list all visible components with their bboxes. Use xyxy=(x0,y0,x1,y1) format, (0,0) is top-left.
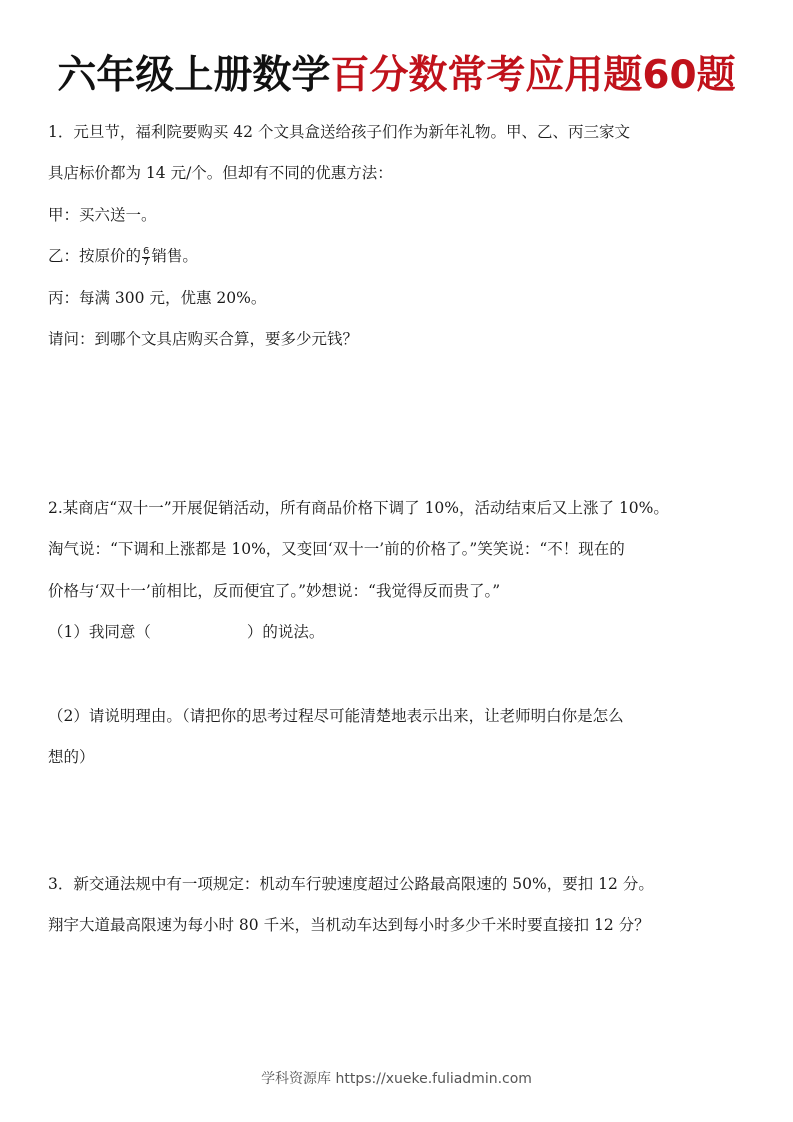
fraction-numerator: 6 xyxy=(143,245,150,257)
fraction-denominator: 7 xyxy=(143,256,150,268)
fraction xyxy=(142,247,150,268)
page-title xyxy=(0,48,793,104)
q2-line-1: 2.某商店“双十一”开展促销活动，所有商品价格下调了 10%，活动结束后又上涨了 10%。 xyxy=(48,499,669,517)
q1-option-jia: 甲：买六送一。 xyxy=(48,206,157,224)
q3-line-2: 翔宇大道最高限速为每小时 80 千米，当机动车达到每小时多少千米时要直接扣 12 分？ xyxy=(48,916,650,934)
q2-line-3: 价格与‘双十一’前相比，反而便宜了。”妙想说：“我觉得反而贵了。” xyxy=(48,582,501,600)
q1-line-1: 1．元旦节，福利院要购买 42 个文具盒送给孩子们作为新年礼物。甲、乙、丙三家文 xyxy=(48,123,630,141)
q1-option-yi-post: 销售。 xyxy=(151,247,198,265)
q2-sub-1-post: ）的说法。 xyxy=(246,623,325,641)
q1-line-2: 具店标价都为 14 元/个。但却有不同的优惠方法： xyxy=(48,164,393,182)
title-highlight: 百分数常考应用题60题 xyxy=(330,53,736,98)
q1-option-yi-pre: 乙：按原价的 xyxy=(48,247,142,265)
q1-option-yi xyxy=(48,244,748,268)
q3-line-1: 3．新交通法规中有一项规定：机动车行驶速度超过公路最高限速的 50%，要扣 12 分。 xyxy=(48,875,654,893)
footer-source: 学科资源库 https://xueke.fuliadmin.com xyxy=(261,1071,532,1087)
q2-sub-2-line-2: 想的） xyxy=(48,748,95,766)
q2-line-2: 淘气说：“下调和上涨都是 10%，又变回‘双十一’前的价格了。”笑笑说：“不！现在的 xyxy=(48,540,625,558)
q2-sub-1 xyxy=(48,620,748,644)
q1-option-bing: 丙：每满 300 元，优惠 20%。 xyxy=(48,289,267,307)
q1-question: 请问：到哪个文具店购买合算，要多少元钱？ xyxy=(48,330,359,348)
title-main: 六年级上册数学 xyxy=(57,53,331,98)
q2-sub-2-line-1: （2）请说明理由。（请把你的思考过程尽可能清楚地表示出来，让老师明白你是怎么 xyxy=(48,707,624,725)
q2-sub-1-pre: （1）我同意（ xyxy=(48,623,151,641)
